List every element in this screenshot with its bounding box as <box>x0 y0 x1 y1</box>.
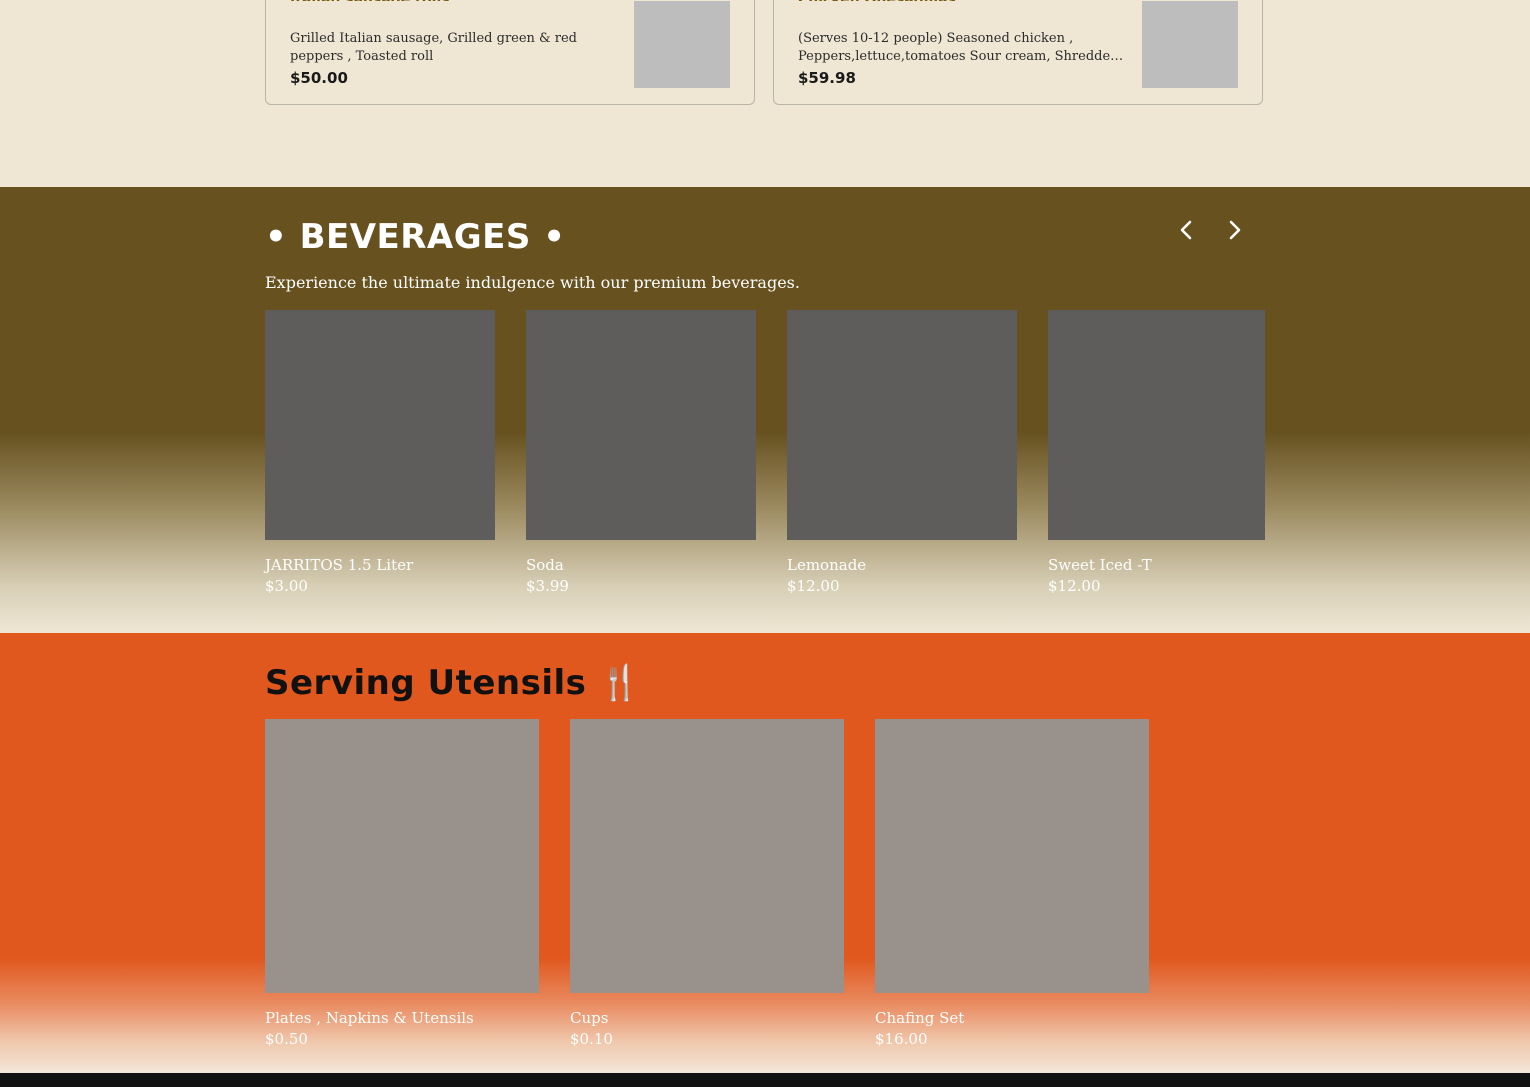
utensil-item-chafing-set[interactable] <box>875 719 1149 1048</box>
beverages-section <box>0 187 1530 633</box>
card-image <box>1142 1 1238 88</box>
beverage-name: Sweet Iced -T <box>1048 556 1152 574</box>
card-image <box>634 1 730 88</box>
utensil-price: $16.00 <box>875 1030 928 1048</box>
utensil-price: $0.50 <box>265 1030 308 1048</box>
card-price: $50.00 <box>290 69 348 87</box>
carousel-next-button[interactable] <box>1220 215 1250 245</box>
utensil-name: Chafing Set <box>875 1009 965 1027</box>
beverage-item-jarritos[interactable] <box>265 310 495 595</box>
beverage-image <box>1048 310 1265 540</box>
catering-section <box>0 0 1530 187</box>
utensils-heading: Serving Utensils 🍴 <box>265 663 642 703</box>
catering-card-italian-sausage-rolls[interactable] <box>265 0 755 105</box>
utensil-image <box>875 719 1149 993</box>
utensil-item-plates-napkins[interactable] <box>265 719 539 1048</box>
utensil-name: Plates , Napkins & Utensils <box>265 1009 474 1027</box>
utensil-price: $0.10 <box>570 1030 613 1048</box>
beverages-heading: • BEVERAGES • <box>265 217 566 257</box>
utensil-item-cups[interactable] <box>570 719 844 1048</box>
chevron-right-icon <box>1228 219 1242 241</box>
utensil-image <box>265 719 539 993</box>
utensil-image <box>570 719 844 993</box>
beverage-price: $3.99 <box>526 577 569 595</box>
beverage-image <box>526 310 756 540</box>
beverage-image <box>787 310 1017 540</box>
carousel-prev-button[interactable] <box>1171 215 1201 245</box>
beverage-item-lemonade[interactable] <box>787 310 1017 595</box>
beverage-price: $12.00 <box>787 577 840 595</box>
beverage-name: Lemonade <box>787 556 867 574</box>
beverage-name: Soda <box>526 556 564 574</box>
beverage-image <box>265 310 495 540</box>
beverage-item-soda[interactable] <box>526 310 756 595</box>
utensils-section <box>0 633 1530 1073</box>
beverage-price: $12.00 <box>1048 577 1101 595</box>
card-price: $59.98 <box>798 69 856 87</box>
card-title <box>290 0 450 1</box>
beverage-item-sweet-iced-tea[interactable] <box>1048 310 1265 595</box>
card-description: Grilled Italian sausage, Grilled green & red peppers , Toasted roll <box>290 31 577 64</box>
footer <box>0 1073 1530 1087</box>
beverage-name: JARRITOS 1.5 Liter <box>265 556 414 574</box>
utensil-name: Cups <box>570 1009 609 1027</box>
card-description: (Serves 10-12 people) Seasoned chicken , Peppers,lettuce,tomatoes Sour cream, Shredded <box>798 31 1119 64</box>
catering-card-chicken-quesadillas[interactable] <box>773 0 1263 105</box>
card-title <box>798 0 956 1</box>
beverages-subtitle: Experience the ultimate indulgence with our premium beverages. <box>265 273 800 292</box>
beverage-price: $3.00 <box>265 577 308 595</box>
chevron-left-icon <box>1179 219 1193 241</box>
